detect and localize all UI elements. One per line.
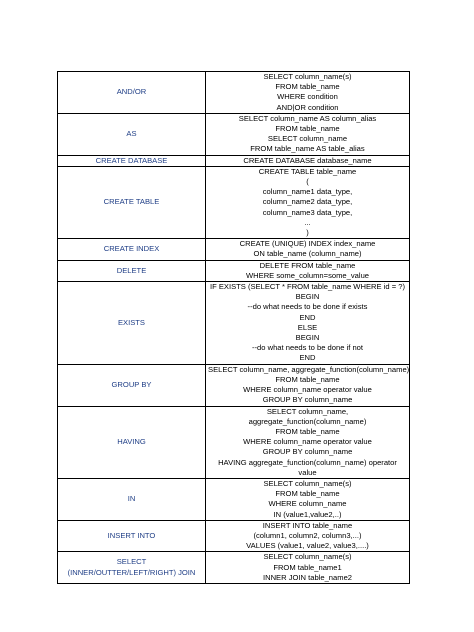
- syntax-line: INSERT INTO table_name: [262, 520, 353, 530]
- keyword-text: AND/OR: [116, 87, 147, 97]
- keyword-cell: [58, 406, 206, 478]
- syntax-line: (: [306, 177, 309, 187]
- syntax-line: BEGIN: [295, 333, 320, 343]
- syntax-line: --do what needs to be done if exists: [247, 302, 368, 312]
- keyword-cell: [58, 239, 206, 260]
- keyword-text: (INNER/OUTTER/LEFT/RIGHT) JOIN: [67, 567, 196, 577]
- syntax-line: END: [299, 312, 316, 322]
- keyword-cell: [58, 113, 206, 155]
- syntax-cell: [206, 113, 410, 155]
- table-row: [58, 478, 410, 520]
- syntax-line: aggregate_function(column_name): [248, 416, 367, 426]
- keyword-cell: [58, 520, 206, 552]
- table-row: [58, 239, 410, 260]
- syntax-line: --do what needs to be done if not: [251, 343, 364, 353]
- syntax-cell: [206, 478, 410, 520]
- keyword-text: IN: [127, 494, 136, 504]
- syntax-cell: [206, 72, 410, 114]
- keyword-text: INSERT INTO: [107, 530, 156, 540]
- keyword-text: SELECT: [116, 557, 147, 567]
- table-row: [58, 72, 410, 114]
- table-row: [58, 406, 410, 478]
- keyword-cell: [58, 364, 206, 406]
- syntax-line: FROM table_name: [275, 124, 340, 134]
- syntax-line: SELECT column_name AS column_alias: [238, 113, 377, 123]
- syntax-line: SELECT column_name(s): [263, 552, 352, 562]
- syntax-line: CREATE (UNIQUE) INDEX index_name: [239, 239, 376, 249]
- syntax-line: ): [306, 228, 309, 238]
- keyword-text: GROUP BY: [111, 379, 152, 389]
- syntax-line: BEGIN: [295, 292, 320, 302]
- syntax-line: AND|OR condition: [276, 102, 339, 112]
- table-row: [58, 520, 410, 552]
- syntax-line: WHERE column_name: [268, 499, 347, 509]
- syntax-line: WHERE some_column=some_value: [245, 270, 370, 280]
- table-row: [58, 282, 410, 365]
- syntax-line: FROM table_name: [275, 426, 340, 436]
- table-row: [58, 552, 410, 584]
- sql-syntax-table-body: [58, 72, 410, 584]
- syntax-cell: [206, 239, 410, 260]
- keyword-text: CREATE INDEX: [103, 244, 160, 254]
- keyword-cell: [58, 72, 206, 114]
- syntax-line: FROM table_name: [275, 489, 340, 499]
- syntax-line: INNER JOIN table_name2: [262, 572, 353, 582]
- syntax-line: ON table_name (column_name): [253, 249, 362, 259]
- syntax-cell: [206, 520, 410, 552]
- keyword-cell: [58, 478, 206, 520]
- syntax-line: WHERE condition: [277, 92, 338, 102]
- table-row: [58, 260, 410, 281]
- syntax-line: column_name2 data_type,: [262, 197, 353, 207]
- sql-syntax-table: [57, 71, 410, 584]
- syntax-line: GROUP BY column_name: [262, 395, 353, 405]
- syntax-line: VALUES (value1, value2, value3,....): [246, 541, 369, 551]
- syntax-line: column_name3 data_type,: [262, 207, 353, 217]
- keyword-text: CREATE TABLE: [103, 197, 160, 207]
- syntax-line: GROUP BY column_name: [262, 447, 353, 457]
- syntax-line: ...: [304, 217, 311, 227]
- table-row: [58, 166, 410, 238]
- syntax-line: IN (value1,value2,..): [273, 509, 342, 519]
- keyword-text: EXISTS: [117, 317, 145, 327]
- table-row: [58, 155, 410, 166]
- syntax-cell: [206, 282, 410, 365]
- syntax-line: HAVING aggregate_function(column_name) operator: [218, 457, 397, 467]
- syntax-cell: [206, 552, 410, 584]
- syntax-cell: [206, 166, 410, 238]
- syntax-line: value: [298, 467, 317, 477]
- syntax-line: SELECT column_name, aggregate_function(column_name): [208, 364, 410, 374]
- syntax-line: FROM table_name: [275, 82, 340, 92]
- keyword-cell: [58, 282, 206, 365]
- syntax-line: IF EXISTS (SELECT * FROM table_name WHERE id = ?): [209, 282, 406, 292]
- keyword-text: CREATE DATABASE: [95, 155, 168, 165]
- syntax-line: ELSE: [297, 322, 318, 332]
- syntax-line: DELETE FROM table_name: [259, 260, 356, 270]
- syntax-line: WHERE column_name operator value: [243, 385, 372, 395]
- syntax-line: column_name1 data_type,: [262, 187, 353, 197]
- keyword-cell: [58, 552, 206, 584]
- keyword-cell: [58, 166, 206, 238]
- keyword-cell: [58, 260, 206, 281]
- syntax-line: CREATE DATABASE database_name: [243, 155, 372, 165]
- keyword-text: AS: [126, 129, 137, 139]
- keyword-text: DELETE: [116, 265, 147, 275]
- syntax-line: FROM table_name AS table_alias: [250, 144, 365, 154]
- syntax-line: FROM table_name: [275, 374, 340, 384]
- syntax-line: CREATE TABLE table_name: [258, 166, 357, 176]
- syntax-line: SELECT column_name,: [266, 406, 349, 416]
- syntax-line: SELECT column_name(s): [263, 478, 352, 488]
- syntax-line: WHERE column_name operator value: [243, 437, 372, 447]
- syntax-cell: [206, 406, 410, 478]
- syntax-cell: [206, 364, 410, 406]
- syntax-line: FROM table_name1: [273, 562, 342, 572]
- syntax-line: SELECT column_name(s): [263, 72, 352, 81]
- syntax-cell: [206, 260, 410, 281]
- syntax-line: END: [299, 353, 316, 363]
- syntax-cell: [206, 155, 410, 166]
- table-row: [58, 364, 410, 406]
- keyword-text: HAVING: [117, 437, 146, 447]
- table-row: [58, 113, 410, 155]
- syntax-line: (column1, column2, column3,...): [253, 530, 362, 540]
- syntax-line: SELECT column_name: [267, 134, 348, 144]
- keyword-cell: [58, 155, 206, 166]
